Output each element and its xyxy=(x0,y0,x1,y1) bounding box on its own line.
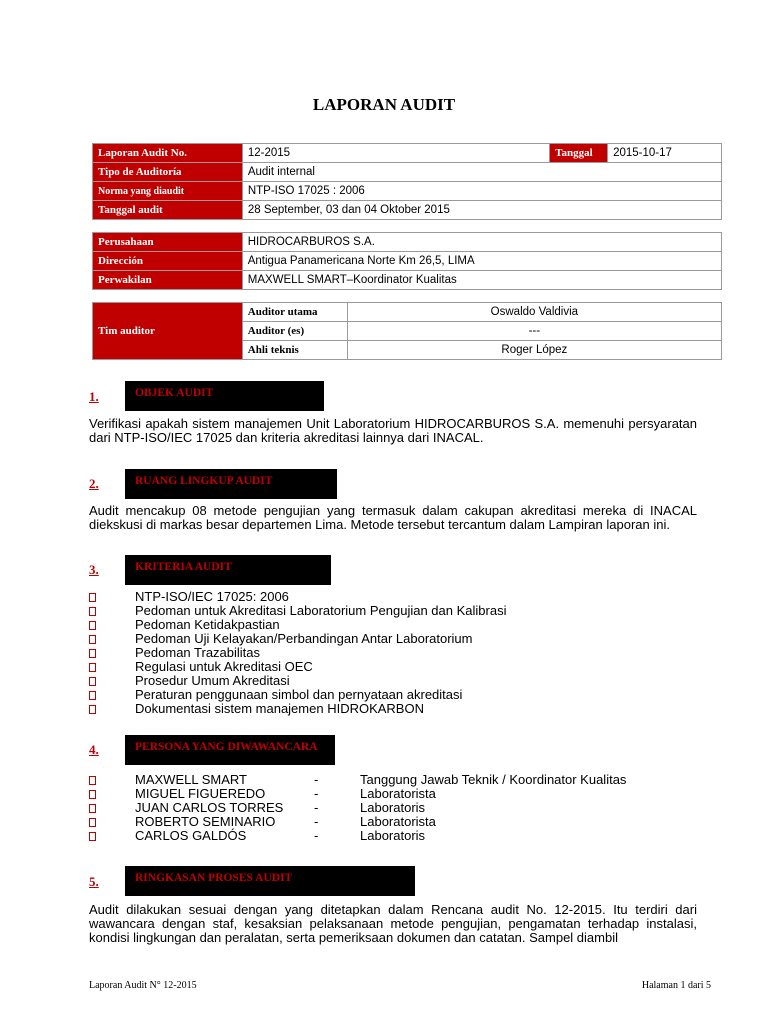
team-role: Ahli teknis xyxy=(242,341,347,360)
section-number: 3. xyxy=(89,562,99,577)
team-member-name: Oswaldo Valdivia xyxy=(347,303,721,322)
table-row xyxy=(93,233,722,252)
checkbox-bullet-icon xyxy=(89,621,96,630)
address-value: Antigua Panamericana Norte Km 26,5, LIMA xyxy=(242,252,721,271)
checkbox-bullet-icon xyxy=(89,832,96,841)
checkbox-bullet-icon xyxy=(89,649,96,658)
type-label: Tipo de Auditoría xyxy=(93,163,243,182)
team-role: Auditor (es) xyxy=(242,322,347,341)
audit-date-value: 28 September, 03 dan 04 Oktober 2015 xyxy=(242,201,721,220)
representative-label: Perwakilan xyxy=(93,271,243,290)
audit-info-table xyxy=(92,143,722,220)
checkbox-bullet-icon xyxy=(89,607,96,616)
team-label: Tim auditor xyxy=(93,303,243,360)
checkbox-bullet-icon xyxy=(89,818,96,827)
company-label: Perusahaan xyxy=(93,233,243,252)
section-number: 2. xyxy=(89,476,99,491)
checkbox-bullet-icon xyxy=(89,705,96,714)
checkbox-bullet-icon xyxy=(89,804,96,813)
checkbox-bullet-icon xyxy=(89,677,96,686)
section-heading-ringkasan: RINGKASAN PROSES AUDIT xyxy=(125,866,415,896)
objek-audit-text: Verifikasi apakah sistem manajemen Unit Laboratorium HIDROCARBUROS S.A. memenuhi persyaratan dari NTP-ISO/IEC 17025 dan kriteria akreditasi lainnya dari INACAL. xyxy=(89,416,697,445)
table-row xyxy=(93,144,722,163)
section-heading-persona: PERSONA YANG DIWAWANCARA xyxy=(125,735,335,765)
type-value: Audit internal xyxy=(242,163,721,182)
norm-label: Norma yang diaudit xyxy=(93,182,243,201)
section-number: 5. xyxy=(89,874,99,889)
date-value: 2015-10-17 xyxy=(608,144,722,163)
table-row xyxy=(93,201,722,220)
checkbox-bullet-icon xyxy=(89,790,96,799)
table-row xyxy=(93,163,722,182)
representative-value: MAXWELL SMART–Koordinator Kualitas xyxy=(242,271,721,290)
checkbox-bullet-icon xyxy=(89,663,96,672)
norm-value: NTP-ISO 17025 : 2006 xyxy=(242,182,721,201)
table-row xyxy=(93,271,722,290)
ringkasan-text: Audit dilakukan sesuai dengan yang ditetapkan dalam Rencana audit No. 12-2015. Itu terdiri dari wawancara dengan staf, kesaksian pelaksanaan metode pengujian, pengamatan terhadap instalasi, kondisi lingkungan dan peralatan, serta pemeriksaan dokumen dan catatan. Sampel diambil xyxy=(89,902,697,945)
checkbox-bullet-icon xyxy=(89,691,96,700)
audit-date-label: Tanggal audit xyxy=(93,201,243,220)
company-value: HIDROCARBUROS S.A. xyxy=(242,233,721,252)
table-row xyxy=(93,182,722,201)
section-heading-objek-audit: OBJEK AUDIT xyxy=(125,381,324,411)
checkbox-bullet-icon xyxy=(89,593,96,602)
audit-team-table xyxy=(92,302,722,360)
table-row xyxy=(93,303,722,322)
checkbox-bullet-icon xyxy=(89,776,96,785)
page-title: LAPORAN AUDIT xyxy=(312,95,456,114)
footer-page-number: Halaman 1 dari 5 xyxy=(641,980,711,991)
address-label: Dirección xyxy=(93,252,243,271)
company-info-table xyxy=(92,232,722,290)
team-member-name: Roger López xyxy=(347,341,721,360)
ruang-lingkup-text: Audit mencakup 08 metode pengujian yang termasuk dalam cakupan akreditasi mereka di INACAL diekskusi di markas besar departemen Lima. Metode tersebut tercantum dalam Lampiran laporan ini. xyxy=(89,503,697,532)
table-row xyxy=(93,252,722,271)
report-no-label: Laporan Audit No. xyxy=(93,144,243,163)
section-heading-ruang-lingkup: RUANG LINGKUP AUDIT xyxy=(125,469,337,499)
checkbox-bullet-icon xyxy=(89,635,96,644)
section-number: 4. xyxy=(89,742,99,757)
report-no-value: 12-2015 xyxy=(242,144,549,163)
section-number: 1. xyxy=(89,389,99,404)
team-member-name: --- xyxy=(347,322,721,341)
date-label: Tanggal xyxy=(550,144,608,163)
footer-report-number: Laporan Audit N° 12-2015 xyxy=(89,980,197,991)
section-heading-kriteria-audit: KRITERIA AUDIT xyxy=(125,555,331,585)
team-role: Auditor utama xyxy=(242,303,347,322)
